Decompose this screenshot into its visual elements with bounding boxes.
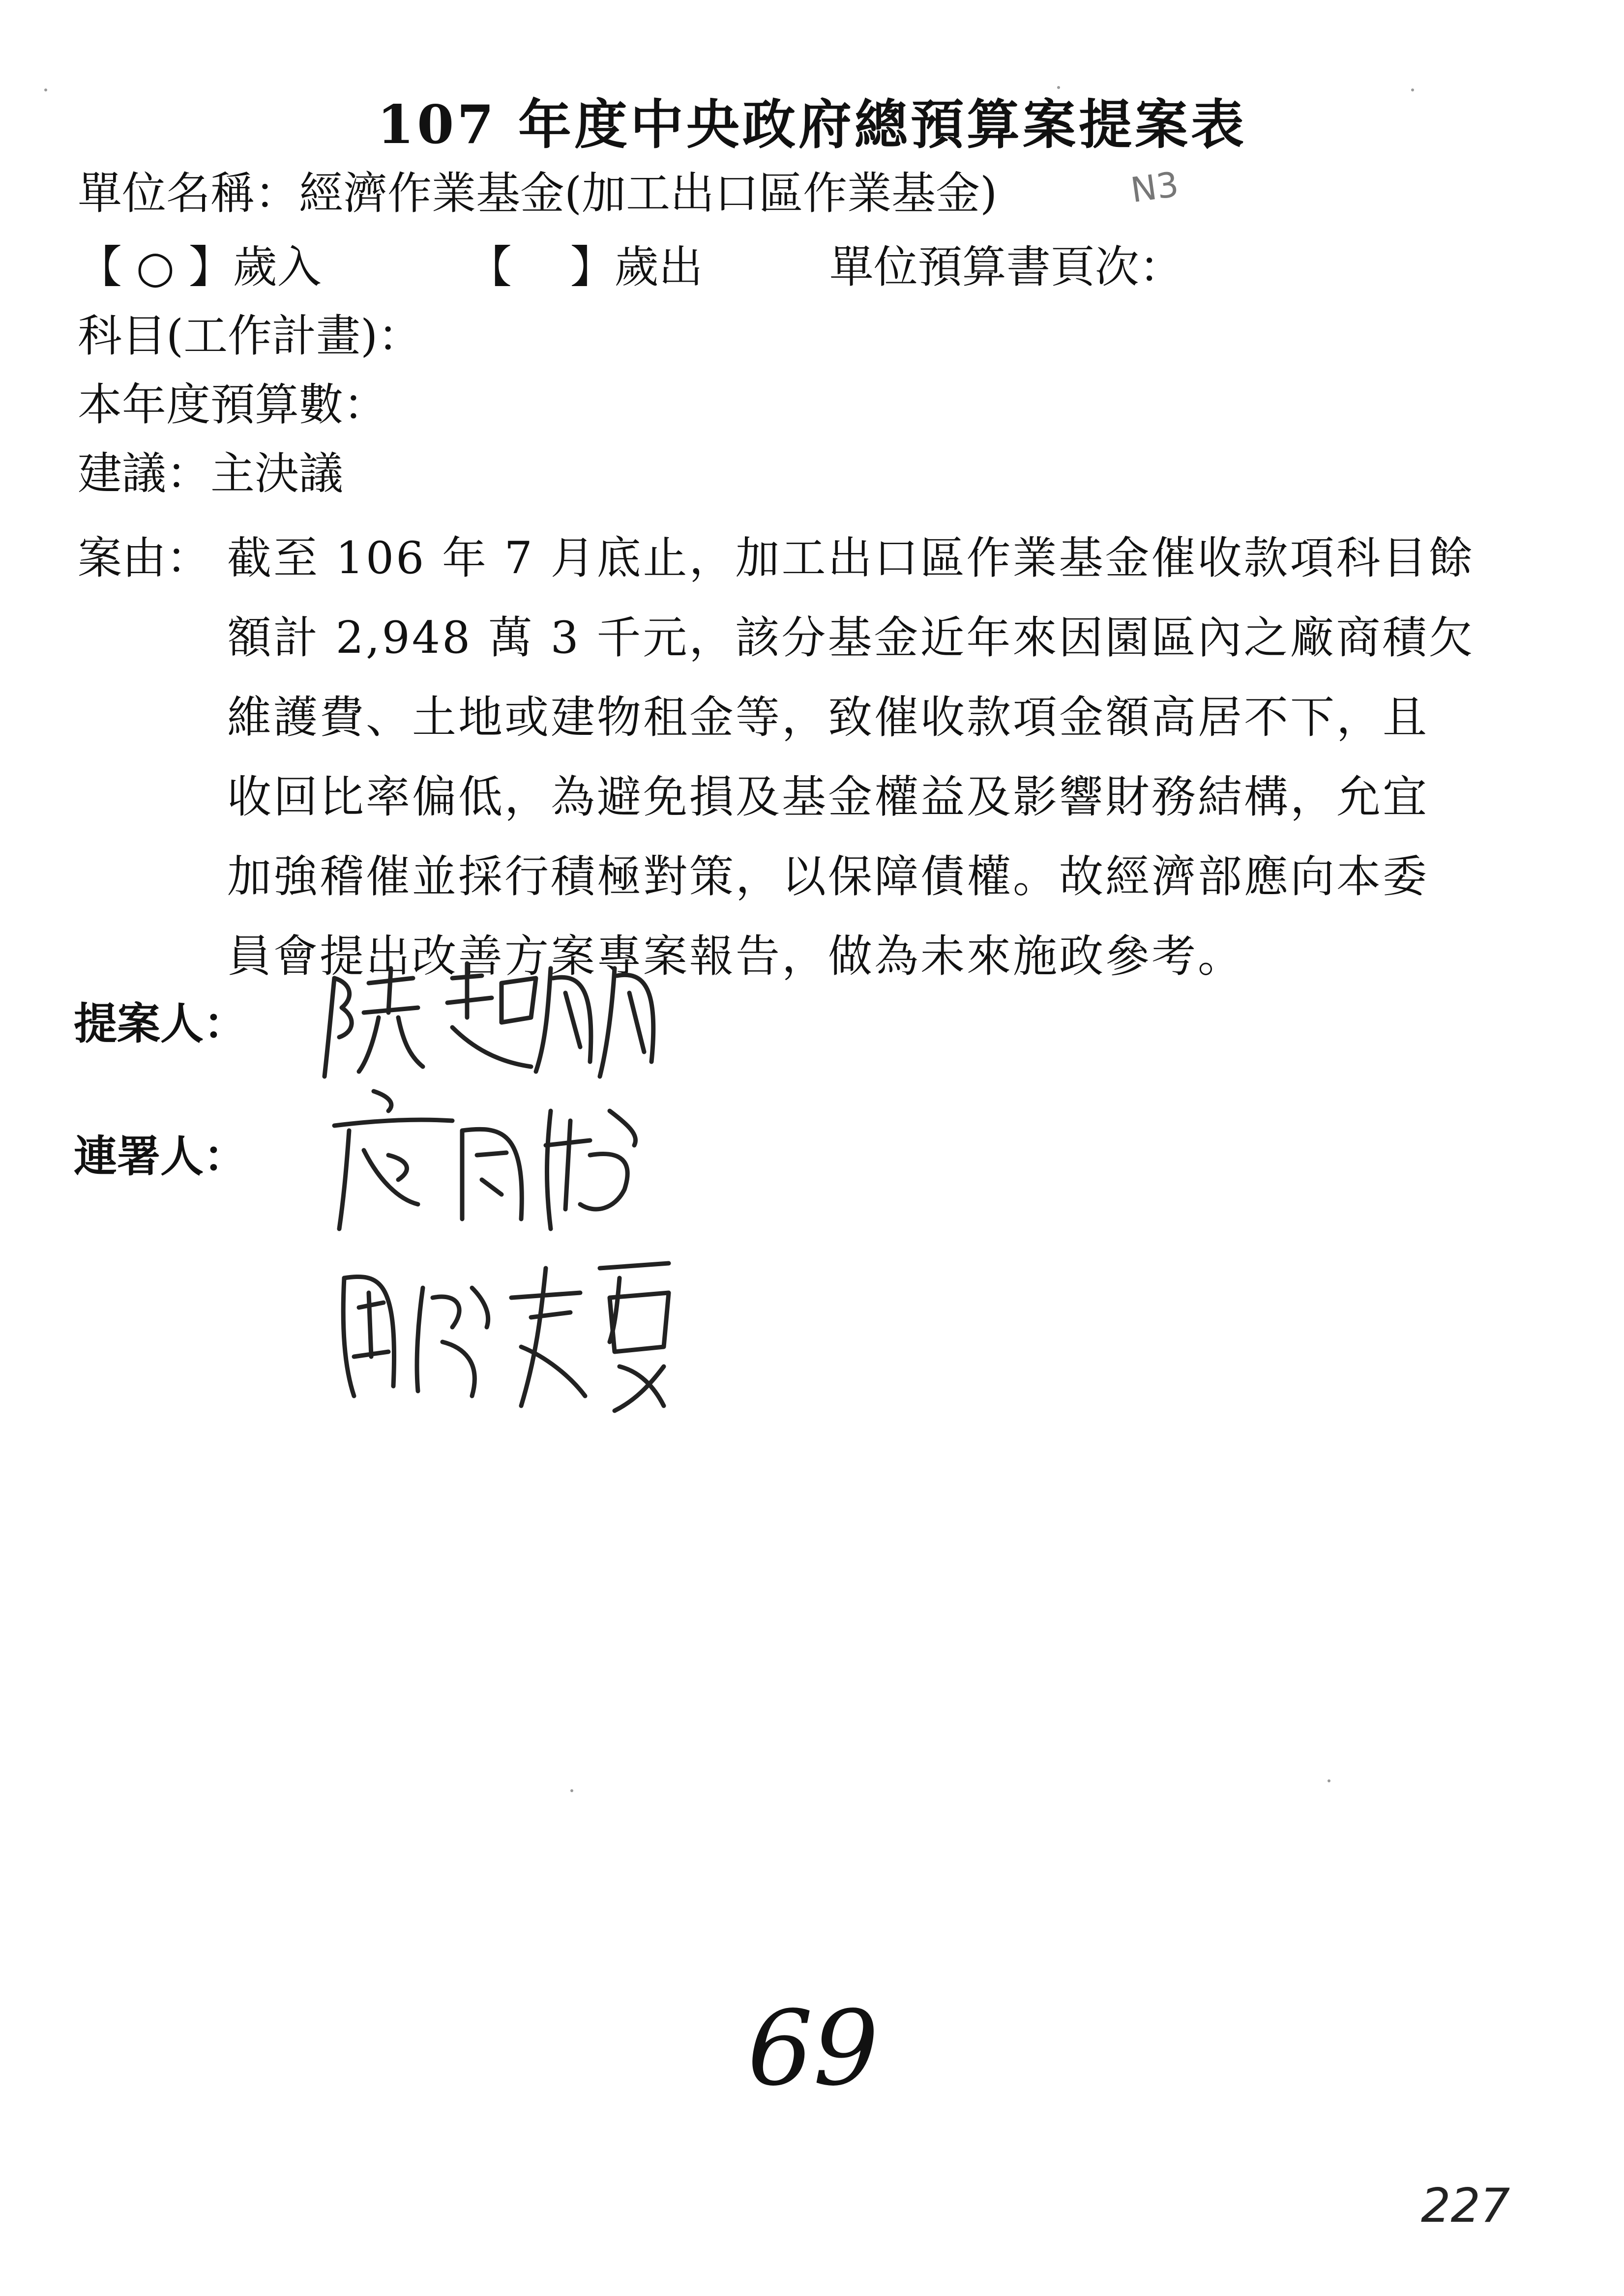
unit-name-line: 單位名稱：經濟作業基金(加工出口區作業基金) [78, 168, 998, 219]
revenue-bracket: 【 ○ 】歲入 [78, 241, 322, 293]
reason-line: 額計 2,948 萬 3 千元，該分基金近年來因園區內之廠商積欠 [227, 612, 1475, 664]
budget-amount-line: 本年度預算數： [78, 379, 387, 431]
reason-line: 維護費、土地或建物租金等，致催收款項金額高居不下，且 [227, 692, 1429, 743]
cosigner-signature-1 [315, 1081, 659, 1249]
subject-line: 科目(工作計畫)： [78, 310, 422, 362]
proposer-signature [305, 949, 698, 1096]
cosigner-signature-2 [325, 1249, 718, 1435]
svg-text:227: 227 [1421, 2179, 1510, 2233]
reason-line: 加強稽催並採行積極對策，以保障債權。故經濟部應向本委 [227, 851, 1429, 902]
scan-speck [1411, 88, 1414, 91]
scan-speck [1328, 1779, 1330, 1782]
scan-speck [44, 88, 47, 91]
reason-line: 收回比率偏低，為避免損及基金權益及影響財務結構，允宜 [227, 771, 1429, 823]
expense-bracket: 【 】歲出 [467, 241, 703, 293]
corner-note [1416, 2163, 1544, 2251]
budget-page-label: 單位預算書頁次： [829, 241, 1183, 293]
reason-label: 案由： [78, 532, 210, 584]
suggestion-line: 建議：主決議 [78, 448, 343, 499]
reason-line: 截至 106 年 7 月底止，加工出口區作業基金催收款項科目餘 [227, 532, 1475, 584]
reason-body [227, 519, 1515, 996]
svg-text:69: 69 [747, 1991, 879, 2109]
margin-mark: N3 [1128, 164, 1181, 211]
scan-speck [570, 1789, 573, 1792]
proposer-label: 提案人： [74, 998, 247, 1049]
reason-line: 員會提出改善方案專案報告，做為未來施政參考。 [227, 930, 1244, 982]
cosigner-label: 連署人： [74, 1131, 247, 1182]
document-title: 107 年度中央政府總預算案提案表 [377, 94, 1247, 156]
budget-type-line [78, 241, 1183, 294]
handwritten-page-number [738, 1991, 885, 2109]
scan-speck [1057, 86, 1060, 89]
